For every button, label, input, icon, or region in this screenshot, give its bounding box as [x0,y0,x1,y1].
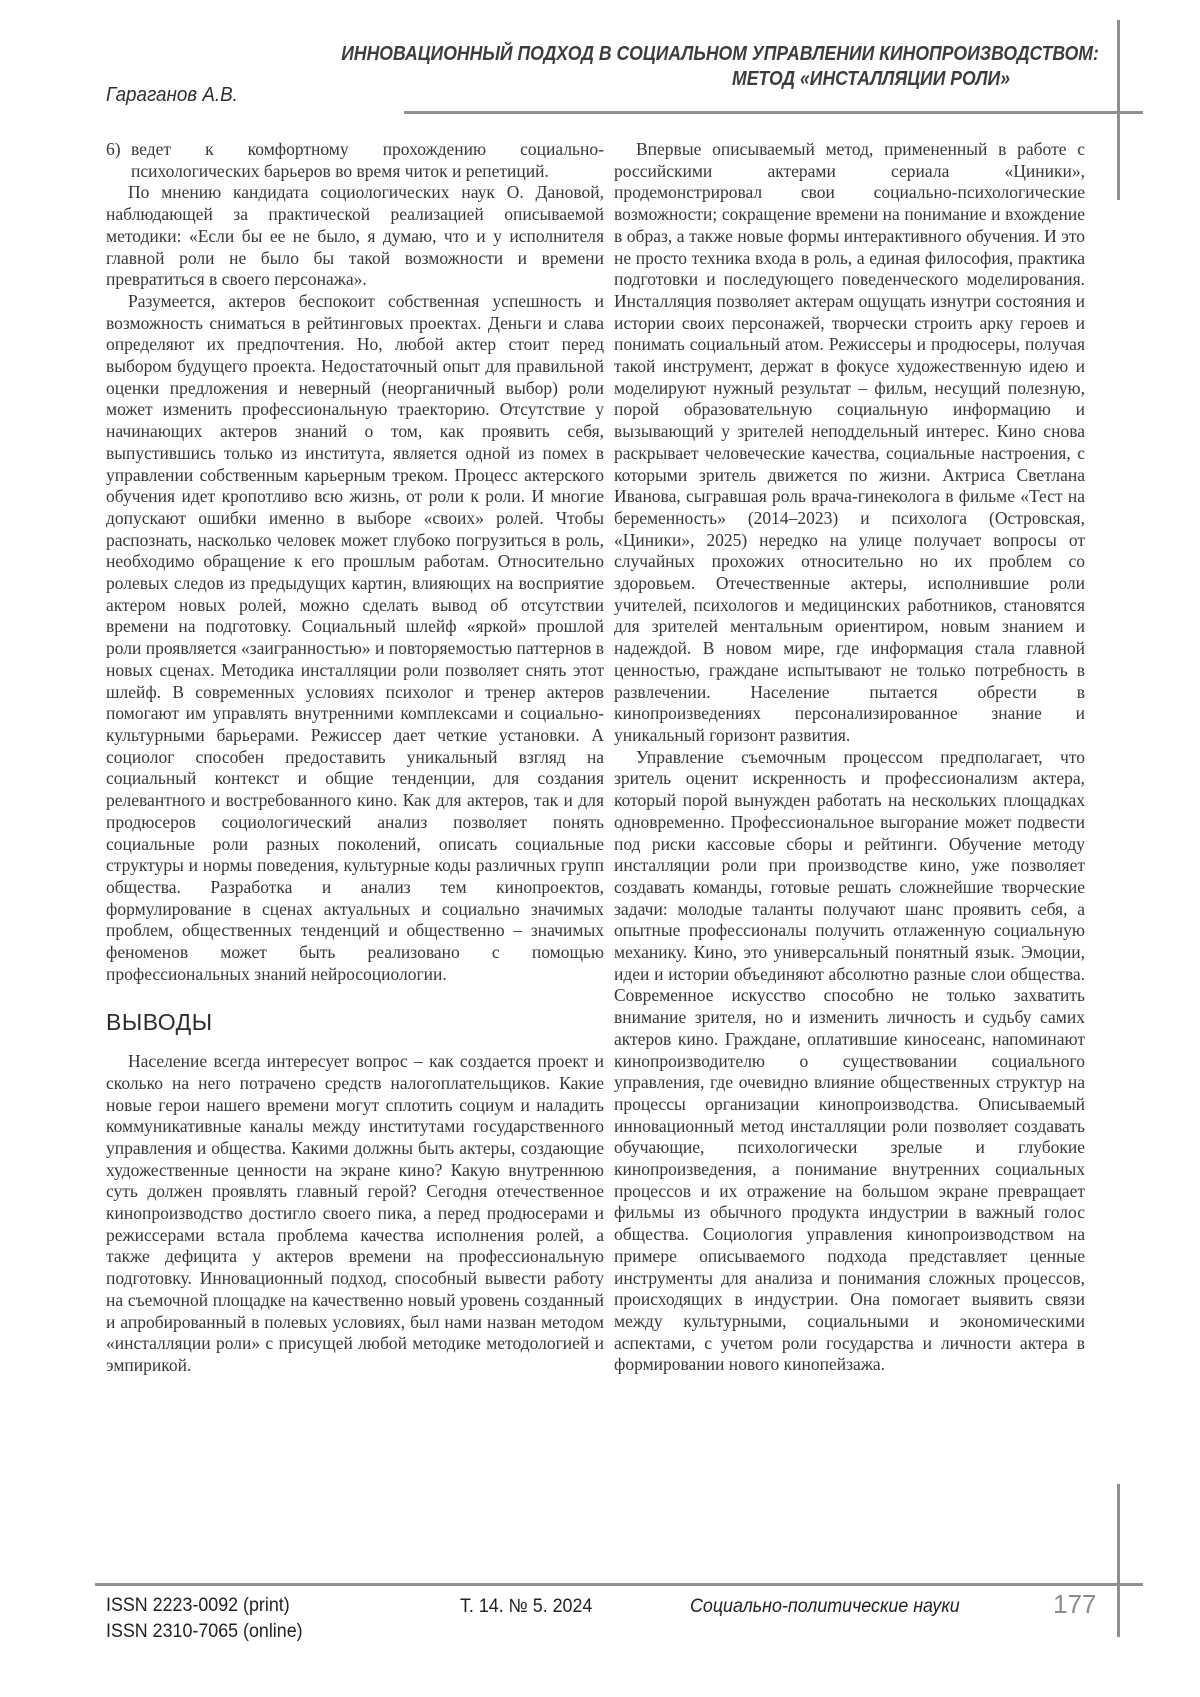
list-item-marker: 6) [106,139,121,159]
header-rule [404,111,1143,114]
footer-rule [95,1583,1143,1586]
journal-name: Социально-политические науки [690,1596,960,1617]
list-item-text: ведет к комфортному прохождению социально-психологических барьеров во время читок и репетиций. [131,139,604,181]
bottom-right-vertical-rule [1117,1484,1120,1637]
list-item-6 [106,139,604,182]
right-column [614,139,1085,1376]
conclusions-heading: ВЫВОДЫ [106,1009,213,1036]
paragraph-left-3: Население всегда интересует вопрос – как создается проект и сколько на него потрачено средств налогоплательщиков. Какие новые герои нашего времени могут сплотить социум и наладить коммуникативные каналы между институтами государственного управления и общества. Какими должны быть актеры, создающие художественные ценности на экране кино? Какую внутреннюю суть должен проявлять главный герой? Сегодня отечественное кинопроизводство достигло своего пика, а перед продюсерами и режиссерами встала проблема качества исполнения ролей, а также дефицита у актеров времени на профессиональную подготовку. Инновационный подход, способный вывести работу на съемочной площадке на качественно новый уровень созданный и апробированный в полевых условиях, был нами назван методом «инсталляции роли» с присущей любой методике методологией и эмпирикой. [106,1051,604,1375]
article-title-line-1: ИННОВАЦИОННЫЙ ПОДХОД В СОЦИАЛЬНОМ УПРАВЛЕНИИ КИНОПРОИЗВОДСТВОМ: [341,43,1099,65]
paragraph-left-2: Разумеется, актеров беспокоит собственная успешность и возможность сниматься в рейтинговых проектах. Деньги и слава определяют их предпочтения. Но, любой актер стоит перед выбором будущего проекта. Недостаточный опыт для правильной оценки предложения и неверный (неорганичный выбор) роли может изменить профессиональную траекторию. Отсутствие у начинающих актеров знаний о том, как проявить себя, выпустившись только из института, является одной из помех в управлении собственным карьерным треком. Процесс актерского обучения идет кропотливо всю жизнь, от роли к роли. И многие допускают ошибки именно в выборе «своих» ролей. Чтобы распознать, насколько человек может глубоко погрузиться в роль, необходимо обращение к его прошлым работам. Относительно ролевых следов из предыдущих картин, влияющих на восприятие актером новых ролей, можно сделать вывод об отсутствии времени на подготовку. Социальный шлейф «яркой» прошлой роли проявляется «заигранностью» и повторяемостью паттернов в новых сценах. Методика инсталляции роли позволяет снять этот шлейф. В современных условиях психолог и тренер актеров помогают им управлять внутренними комплексами и социально-культурными барьерами. Режиссер дает четкие установки. А социолог способен предоставить уникальный взгляд на социальный контекст и общие тенденции, для создания релевантного и востребованного кино. Как для актеров, так и для продюсеров социологический анализ позволяет понять социальные роли разных поколений, описать социальные структуры и нормы поведения, культурные коды различных групп общества. Разработка и анализ тем кинопроектов, формулирование в сценах актуальных и социально значимых проблем, общественных тенденций и общественно – значимых феноменов может быть реализовано с помощью профессиональных знаний нейросоциологии. [106,290,604,984]
footer-issn-block [106,1593,303,1645]
article-author: Гараганов А.В. [106,84,238,106]
article-title-line-2: МЕТОД «ИНСТАЛЛЯЦИИ РОЛИ» [732,68,1010,90]
left-column [106,139,604,1377]
paragraph-right-2: Управление съемочным процессом предполагает, что зритель оценит искренность и профессионализм актера, который порой вынужден работать на нескольких площадках одновременно. Профессиональное выгорание может подвести под риски кассовые сборы и рейтинги. Обучение методу инсталляции роли при производстве кино, уже позволяет создавать команды, готовые решать сложнейшие творческие задачи: молодые таланты получают шанс проявить себя, а опытные профессионалы получить отлаженную социальную механику. Кино, это универсальный понятный язык. Эмоции, идеи и истории объединяют абсолютно разные слои общества. Современное искусство способно не только захватить внимание зрителя, но и изменить личность и судьбу самих актеров кино. Граждане, оплатившие киносеанс, напоминают кинопроизводителю о существовании социального управления, где очевидно влияние общественных структур на процессы организации кинопроизводства. Описываемый инновационный метод инсталляции роли позволяет создавать обучающие, психологически зрелые и глубокие кинопроизведения, а понимание внутренних социальных процессов и их отражение на большом экране превращает фильмы из обычного продукта индустрии в важный голос общества. Социология управления кинопроизводством на примере описываемого подхода представляет ценные инструменты для анализа и понимания сложных процессов, происходящих в индустрии. Она помогает выявить связи между культурными, социальными и экономическими аспектами, с учетом роли государства и личности актера в формировании нового кинопейзажа. [614,746,1085,1375]
article-title [341,42,1099,92]
paragraph-right-1: Впервые описываемый метод, примененный в работе с российскими актерами сериала «Циники», продемонстрировал свои социально-психологические возможности; сокращение времени на понимание и вхождение в образ, а также новые формы интерактивного обучения. И это не просто техника входа в роль, а единая философия, практика подготовки и последующего поведенческого моделирования. Инсталляция позволяет актерам ощущать изнутри состояния и истории своих персонажей, творчески строить арку героев и понимать социальный атом. Режиссеры и продюсеры, получая такой инструмент, держат в фокусе художественную идею и моделируют нужный результат – фильм, несущий полезную, порой образовательную социальную информацию и вызывающий у зрителей неподдельный интерес. Кино снова раскрывает человеческие качества, социальные настроения, с которыми зритель движется по жизни. Актриса Светлана Иванова, сыгравшая роль врача-гинеколога в фильме «Тест на беременность» (2014–2023) и психолога (Островская, «Циники», 2025) нередко на улице получает вопросы от случайных прохожих относительно но их проблем со здоровьем. Отечественные актеры, исполнившие роли учителей, психологов и медицинских работников, становятся для зрителей ментальным ориентиром, новым знанием и надеждой. В новом мире, где информация стала главной ценностью, граждане испытывают не только потребность в развлечении. Население пытается обрести в кинопроизведениях персонализированное знание и уникальный горизонт развития. [614,139,1085,745]
top-right-vertical-rule [1117,20,1120,200]
volume-issue: Т. 14. № 5. 2024 [460,1596,593,1617]
paragraph-left-1: По мнению кандидата социологических наук О. Дановой, наблюдающей за практической реализацией описываемой методики: «Если бы ее не было, я думаю, что и у исполнителя главной роли не было бы такой возможности и времени превратиться в своего персонажа». [106,182,604,290]
issn-online: ISSN 2310-7065 (online) [106,1621,303,1642]
page-number: 177 [1053,1589,1097,1619]
issn-print: ISSN 2223-0092 (print) [106,1595,290,1616]
